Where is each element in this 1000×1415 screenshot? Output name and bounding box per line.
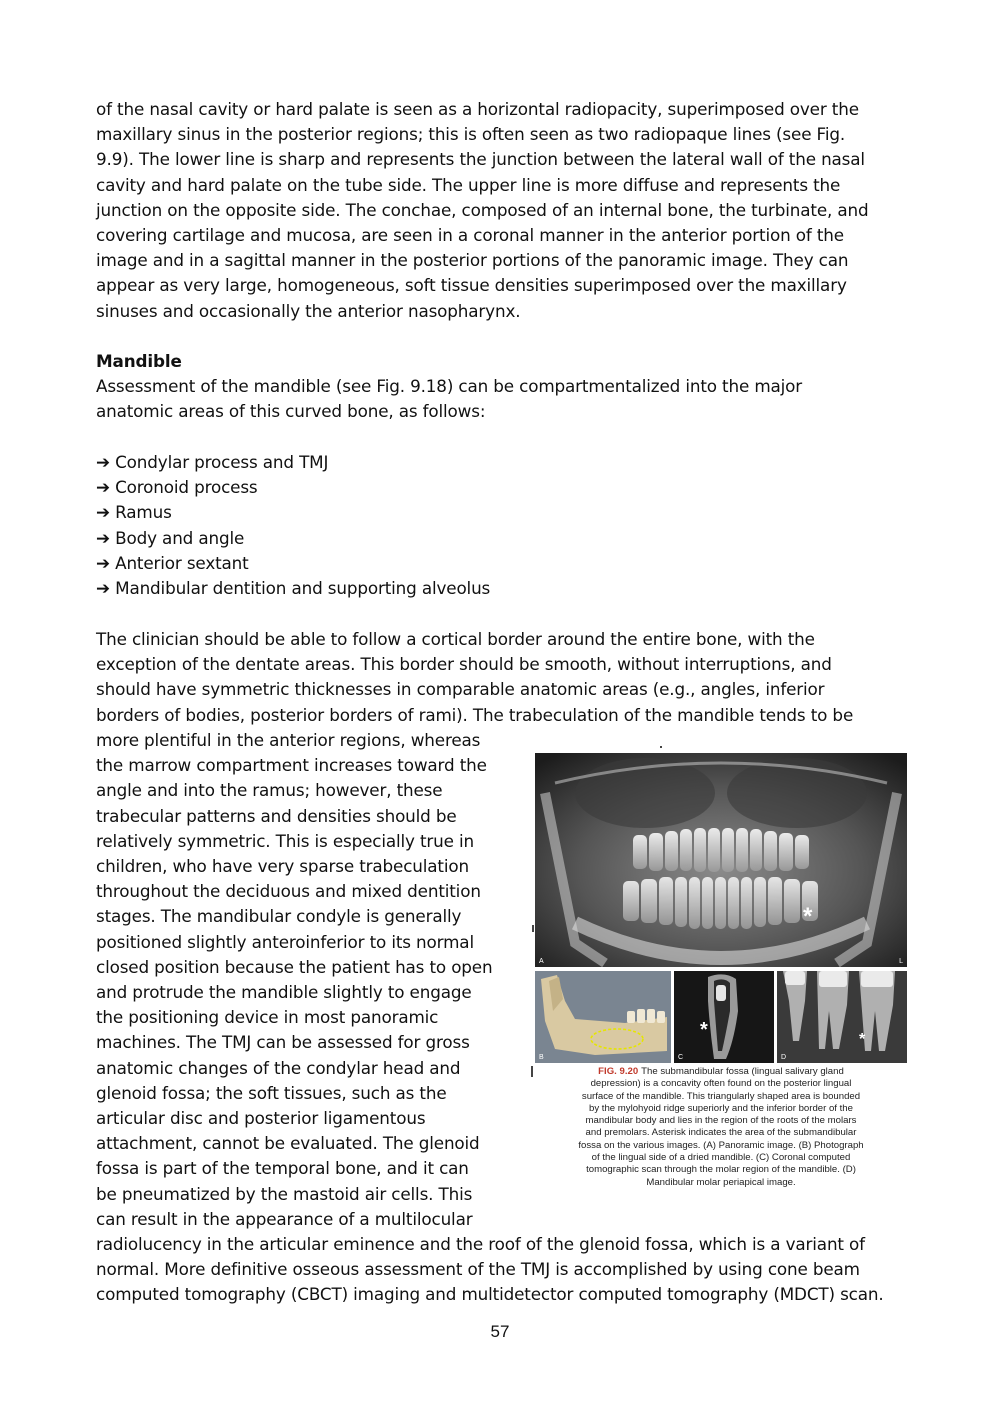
text-line: 9.9). The lower line is sharp and represents the junction between the lateral wall of the nasal bbox=[96, 149, 865, 170]
text-line: the positioning device in most panoramic bbox=[96, 1007, 439, 1028]
section-heading: Mandible bbox=[96, 351, 182, 371]
text-line: be pneumatized by the mastoid air cells. This bbox=[96, 1183, 473, 1204]
list-item: ➔ Body and angle bbox=[96, 527, 245, 548]
asterisk-marker: * bbox=[859, 1031, 866, 1048]
text-line: The clinician should be able to follow a cortical border around the entire bone, with the bbox=[96, 629, 815, 649]
panel-label-l: L bbox=[899, 958, 903, 965]
list-item: ➔ Mandibular dentition and supporting alveolus bbox=[96, 578, 491, 599]
text-line: radiolucency in the articular eminence and the roof of the glenoid fossa, which is a variant of bbox=[96, 1234, 865, 1254]
caption-line: by the mylohyoid ridge superiorly and the inferior border of the bbox=[589, 1102, 853, 1114]
text-line: machines. The TMJ can be assessed for gross bbox=[96, 1032, 470, 1053]
text-line: cavity and hard palate on the tube side. The upper line is more diffuse and represents the bbox=[96, 174, 841, 195]
text-line: and protrude the mandible slightly to engage bbox=[96, 982, 472, 1003]
text-line: exception of the dentate areas. This border should be smooth, without interruptions, and bbox=[96, 654, 832, 675]
arrow-bullet-icon: ➔ bbox=[96, 477, 110, 498]
coronal-ct-drawing bbox=[674, 971, 774, 1063]
list-item: ➔ Anterior sextant bbox=[96, 552, 249, 573]
text-line: fossa is part of the temporal bone, and it can bbox=[96, 1158, 469, 1179]
caption-line: mandibular body and lies in the region of the roots of the molars bbox=[585, 1115, 857, 1127]
text-line: the marrow compartment increases toward the bbox=[96, 755, 487, 776]
panel-label-b: B bbox=[539, 1054, 544, 1061]
text-line: relatively symmetric. This is especially true in bbox=[96, 830, 474, 851]
text-line: trabecular patterns and densities should be bbox=[96, 805, 457, 826]
text-line: borders of bodies, posterior borders of rami). The trabeculation of the mandible tends to be bbox=[96, 704, 854, 725]
body-paragraph-full bbox=[96, 627, 908, 728]
text-line: appear as very large, homogeneous, soft tissue densities superimposed over the maxillary bbox=[96, 275, 847, 296]
mandible-section bbox=[96, 349, 908, 425]
text-line: attachment, cannot be evaluated. The glenoid bbox=[96, 1133, 480, 1154]
figure-caption bbox=[535, 1066, 907, 1189]
text-line: can result in the appearance of a multilocular bbox=[96, 1208, 473, 1229]
caption-line: Mandibular molar periapical image. bbox=[646, 1176, 796, 1188]
text-line: maxillary sinus in the posterior regions; this is often seen as two radiopaque lines (see Fig. bbox=[96, 124, 846, 145]
periapical-drawing bbox=[777, 971, 907, 1063]
arrow-bullet-icon: ➔ bbox=[96, 502, 110, 523]
anatomic-areas-list bbox=[96, 450, 908, 601]
periapical-image bbox=[777, 971, 907, 1063]
text-line: stages. The mandibular condyle is generally bbox=[96, 906, 462, 927]
figure-9-20 bbox=[533, 746, 907, 1186]
caption-line: FIG. 9.20 The submandibular fossa (lingual salivary gland bbox=[598, 1066, 844, 1077]
text-line: glenoid fossa; the soft tissues, such as the bbox=[96, 1082, 447, 1103]
arrow-bullet-icon: ➔ bbox=[96, 552, 110, 573]
arrow-bullet-icon: ➔ bbox=[96, 527, 110, 548]
caption-line: depression) is a concavity often found on the posterior lingual bbox=[590, 1078, 852, 1090]
text-line: positioned slightly anteroinferior to its normal bbox=[96, 931, 474, 952]
text-line: anatomic changes of the condylar head and bbox=[96, 1057, 461, 1078]
dried-mandible-photo bbox=[535, 971, 671, 1063]
panel-label-a: A bbox=[539, 958, 544, 965]
coronal-ct-image bbox=[674, 971, 774, 1063]
panel-label-d: D bbox=[781, 1054, 787, 1061]
text-line: image and in a sagittal manner in the posterior portions of the panoramic image. They can bbox=[96, 250, 849, 271]
asterisk-marker: * bbox=[803, 903, 813, 930]
list-item: ➔ Condylar process and TMJ bbox=[96, 452, 329, 472]
body-paragraph-wrap bbox=[96, 728, 516, 1232]
caption-line: tomographic scan through the molar region of the mandible. (D) bbox=[586, 1164, 856, 1176]
panel-label-c: C bbox=[678, 1054, 684, 1061]
figure-label: FIG. 9.20 bbox=[598, 1066, 639, 1077]
text-line: anatomic areas of this curved bone, as follows: bbox=[96, 401, 486, 422]
page-number: 57 bbox=[490, 1322, 510, 1341]
caption-line: and premolars. Asterisk indicates the area of the submandibular bbox=[585, 1127, 857, 1139]
body-paragraph-end bbox=[96, 1232, 908, 1308]
caption-line: of the lingual side of a dried mandible. (C) Coronal computed bbox=[591, 1152, 851, 1164]
text-line: sinuses and occasionally the anterior nasopharynx. bbox=[96, 300, 521, 321]
intro-paragraph bbox=[96, 97, 908, 324]
text-line: Assessment of the mandible (see Fig. 9.18) can be compartmentalized into the major bbox=[96, 376, 803, 397]
mandible-photo-drawing bbox=[535, 971, 671, 1063]
text-line: covering cartilage and mucosa, are seen in a coronal manner in the anterior portion of the bbox=[96, 225, 844, 246]
caption-line: fossa on the various images. (A) Panoramic image. (B) Photograph bbox=[578, 1139, 864, 1151]
asterisk-marker: * bbox=[700, 1019, 708, 1041]
text-line: junction on the opposite side. The conchae, composed of an internal bone, the turbinate, and bbox=[96, 199, 869, 220]
caption-line: surface of the mandible. This triangularly shaped area is bounded bbox=[581, 1090, 861, 1102]
text-line: computed tomography (CBCT) imaging and multidetector computed tomography (MDCT) scan. bbox=[96, 1284, 884, 1305]
panoramic-radiograph-image bbox=[535, 753, 907, 967]
arrow-bullet-icon: ➔ bbox=[96, 452, 110, 472]
text-line: of the nasal cavity or hard palate is seen as a horizontal radiopacity, superimposed over the bbox=[96, 99, 859, 119]
text-line: more plentiful in the anterior regions, whereas bbox=[96, 730, 481, 750]
text-line: throughout the deciduous and mixed dentition bbox=[96, 881, 481, 902]
list-item: ➔ Coronoid process bbox=[96, 477, 258, 498]
text-line: angle and into the ramus; however, these bbox=[96, 780, 443, 801]
text-line: should have symmetric thicknesses in comparable anatomic areas (e.g., angles, inferior bbox=[96, 679, 825, 700]
text-line: articular disc and posterior ligamentous bbox=[96, 1108, 426, 1129]
panoramic-xray-drawing bbox=[535, 753, 907, 967]
text-line: normal. More definitive osseous assessment of the TMJ is accomplished by using cone beam bbox=[96, 1259, 860, 1280]
arrow-bullet-icon: ➔ bbox=[96, 578, 110, 599]
list-item: ➔ Ramus bbox=[96, 502, 172, 523]
text-line: closed position because the patient has to open bbox=[96, 956, 493, 977]
text-line: children, who have very sparse trabeculation bbox=[96, 856, 469, 877]
